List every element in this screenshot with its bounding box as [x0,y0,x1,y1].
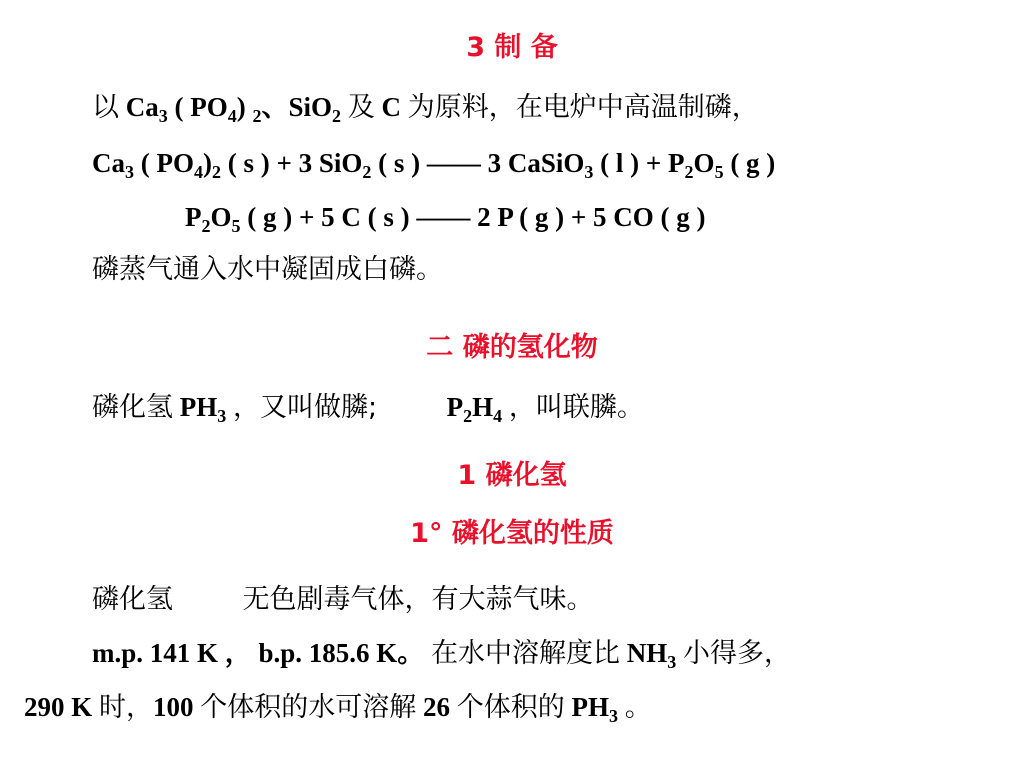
heading-properties: 1° 磷化氢的性质 [410,518,614,549]
hydride-line: 磷化氢 $PH_3$ ，又叫做膦; $P_2H_4$ ，叫联膦。 [92,392,644,426]
intro-line: 以 $Ca_3$ ( $PO_4$) $_2$、SiO$_2$ 及 C 为原料，在电炉中高温制磷， [92,92,759,126]
equation-1: $Ca_3$ ( $PO_4)_2$ ( s ) + 3 SiO$_2$ ( s ) —— 3 CaSiO$_3$ ( l ) + $P_2O_5$ ( g ) [92,148,776,182]
description-line: 磷化氢 无色剧毒气体，有大蒜气味。 [92,584,594,615]
heading-phosphine: 1 磷化氢 [457,460,567,491]
heading-hydrides: 二 磷的氢化物 [426,332,598,363]
solubility-line: 290 K 时，100 个体积的水可溶解 26 个体积的 $PH_3$ 。 [24,692,652,726]
white-phosphorus-line: 磷蒸气通入水中凝固成白磷。 [92,254,443,285]
melting-boiling-line: m.p. 141 K ， b.p. 185.6 K。 在水中溶解度比 $NH_3$ 小得多， [92,638,792,672]
heading-preparation: 3 制 备 [466,32,558,63]
equation-2: $P_2O_5$ ( g ) + 5 C ( s ) —— 2 P ( g ) + 5 CO ( g ) [185,202,706,236]
